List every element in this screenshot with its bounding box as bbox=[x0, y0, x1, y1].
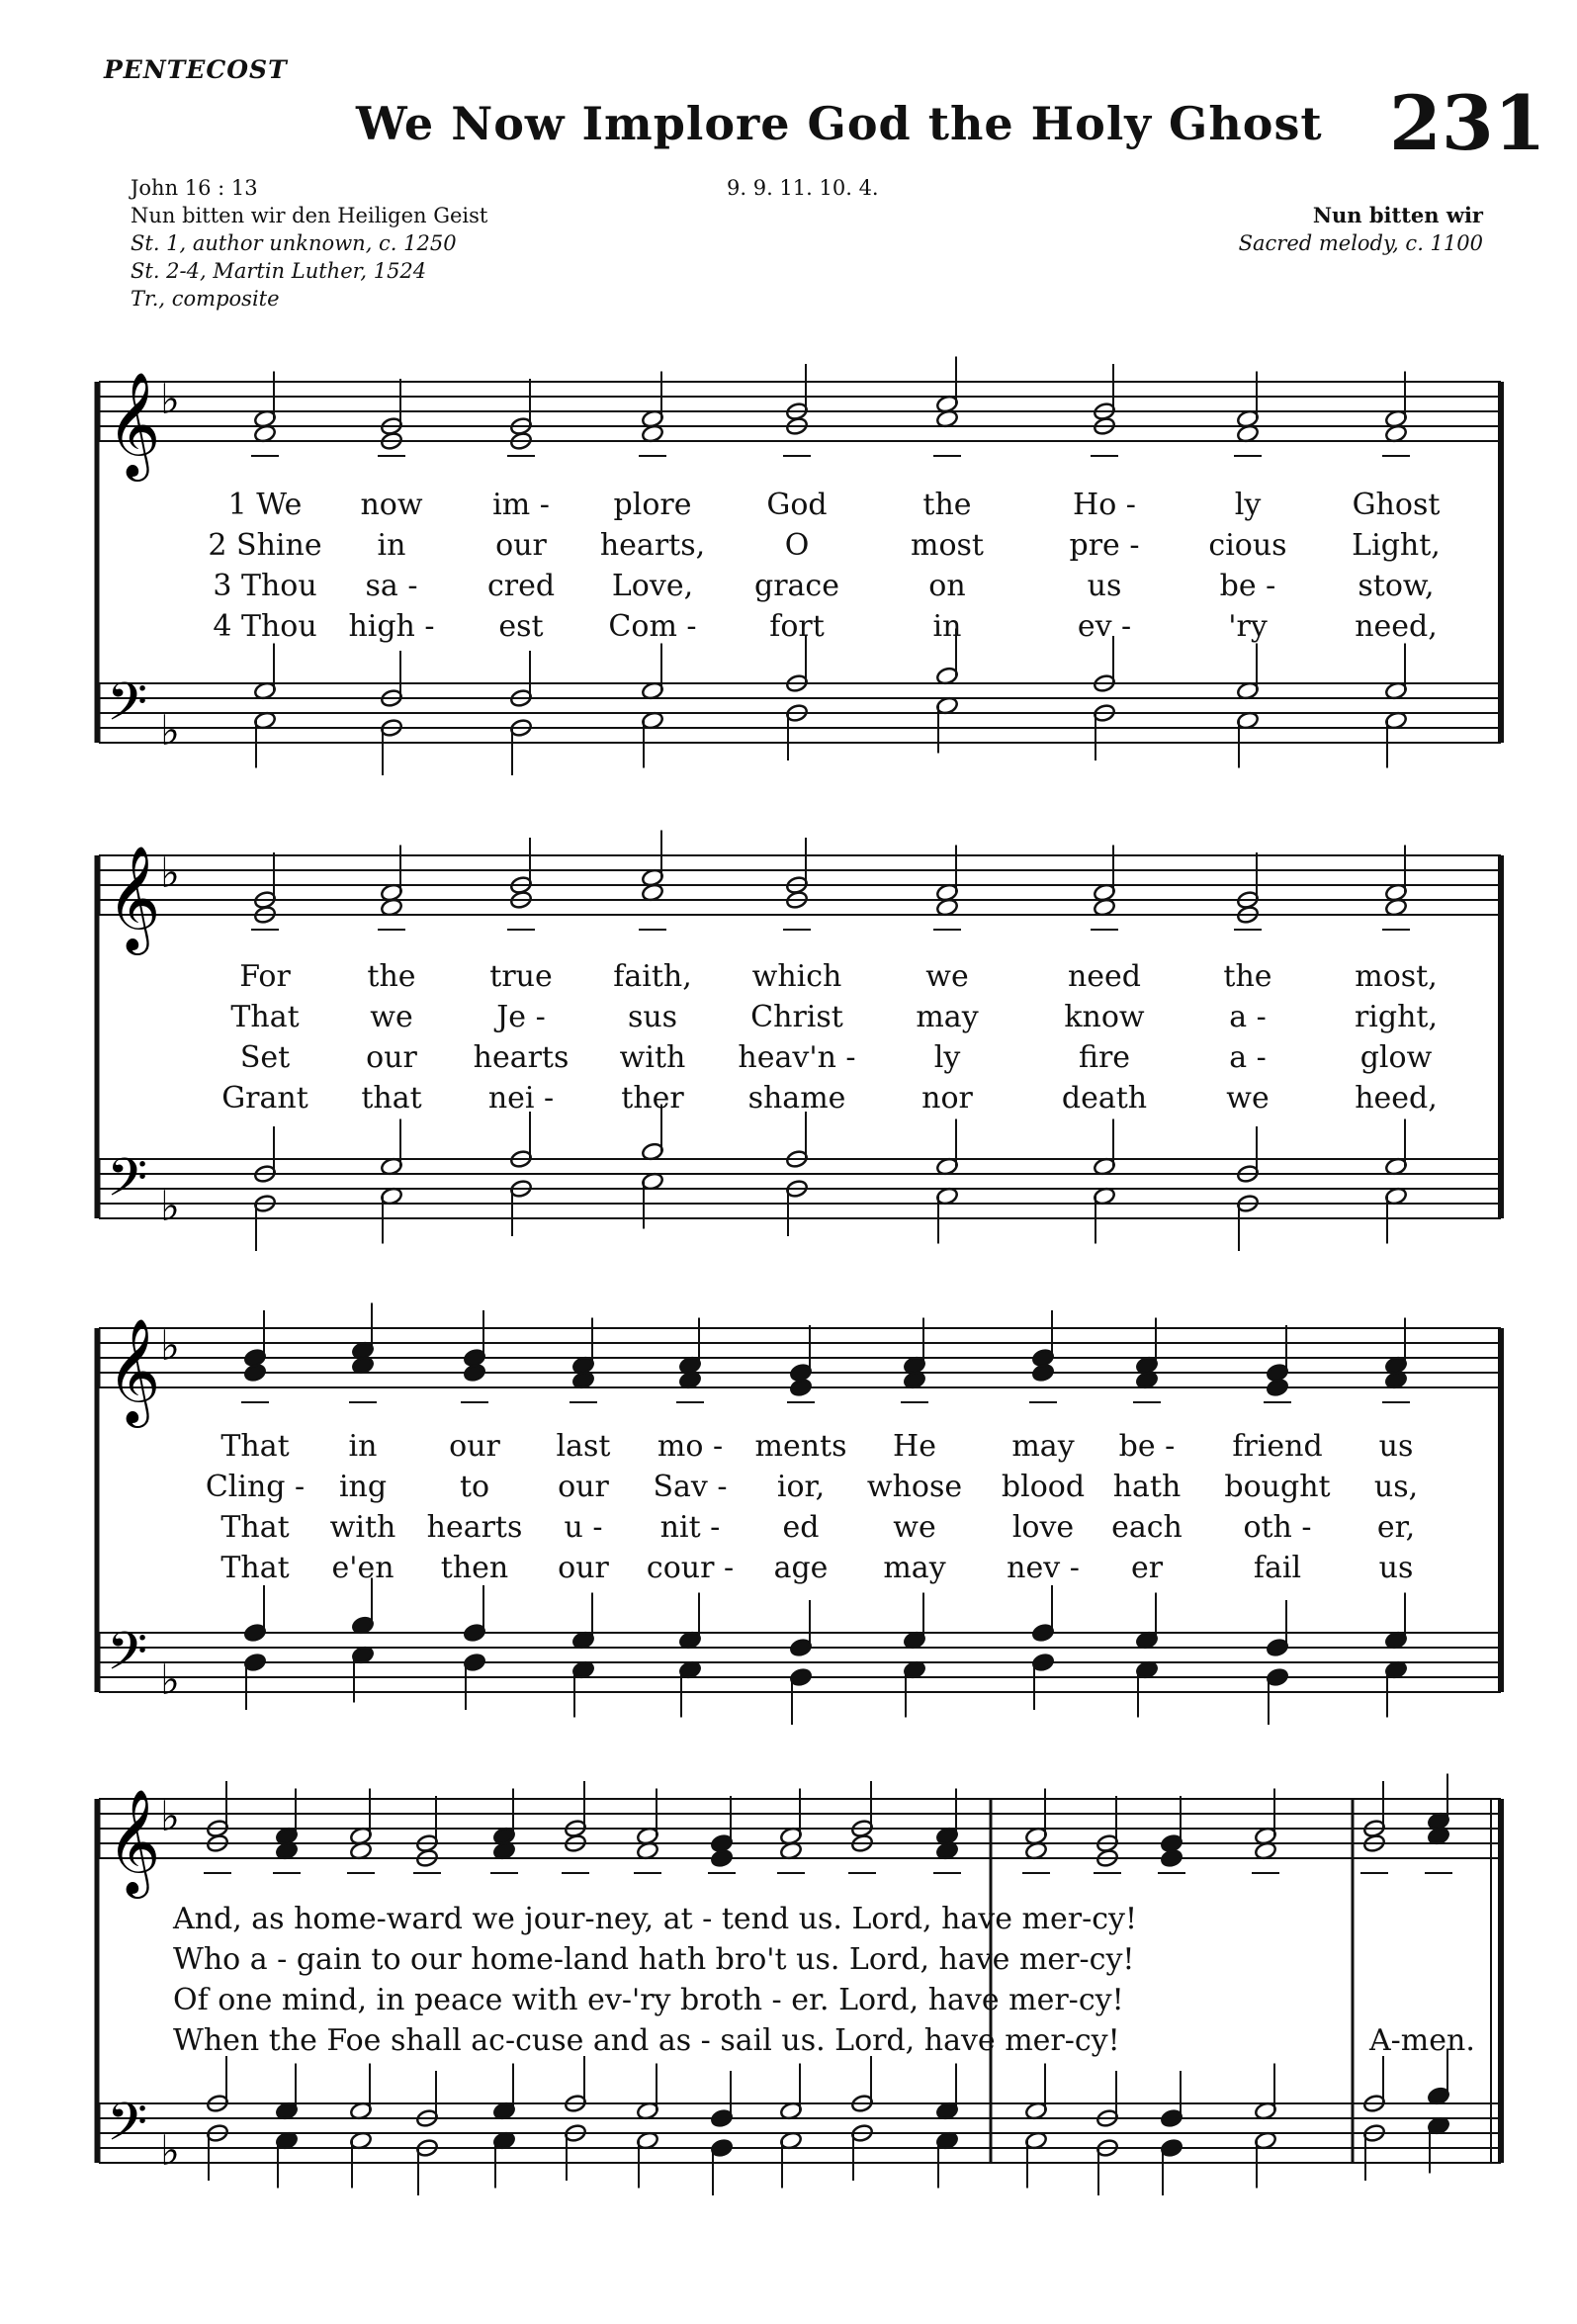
lyric-syllable: hearts bbox=[473, 1040, 569, 1075]
lyric-syllable: hath bbox=[1112, 1470, 1182, 1504]
lyric-line bbox=[0, 1510, 1577, 1548]
bass-clef-icon: 𝄢 bbox=[107, 672, 148, 746]
lyric-syllable: we bbox=[893, 1510, 936, 1545]
lyric-syllable: be - bbox=[1118, 1429, 1176, 1464]
treble-clef-icon: 𝄞 bbox=[107, 845, 161, 950]
lyric-syllable: Ghost bbox=[1352, 488, 1441, 522]
bass-clef-icon: 𝄢 bbox=[107, 1622, 148, 1695]
lyric-line bbox=[0, 1551, 1577, 1588]
lyric-line bbox=[0, 959, 1577, 997]
lyric-syllable: heed, bbox=[1355, 1081, 1438, 1116]
lyric-syllable: faith, bbox=[613, 959, 692, 994]
lyric-syllable: love bbox=[1011, 1510, 1075, 1545]
lyric-syllable: in bbox=[932, 609, 962, 644]
lyric-syllable: stow, bbox=[1358, 569, 1435, 603]
lyric-syllable: That bbox=[220, 1551, 290, 1585]
lyric-syllable: a - bbox=[1229, 1040, 1267, 1075]
lyric-syllable: the bbox=[1223, 959, 1272, 994]
flat-icon: ♭ bbox=[160, 375, 180, 423]
lyric-syllable: er bbox=[1130, 1551, 1164, 1585]
lyric-syllable: glow bbox=[1359, 1040, 1433, 1075]
lyric-syllable: Ho - bbox=[1073, 488, 1136, 522]
lyric-syllable: u - bbox=[564, 1510, 603, 1545]
lyric-line bbox=[0, 569, 1577, 606]
lyric-syllable: cious bbox=[1208, 528, 1287, 563]
lyric-syllable: a - bbox=[1229, 1000, 1267, 1034]
lyric-syllable: with bbox=[619, 1040, 686, 1075]
lyric-syllable: plore bbox=[613, 488, 692, 522]
lyric-syllable: last bbox=[556, 1429, 611, 1464]
lyric-syllable: we bbox=[1226, 1081, 1270, 1116]
lyric-syllable: oth - bbox=[1243, 1510, 1312, 1545]
note-head bbox=[1266, 1378, 1289, 1397]
flat-icon: ♭ bbox=[160, 1321, 180, 1370]
lyric-syllable: right, bbox=[1354, 1000, 1439, 1034]
lyric-syllable: Grant bbox=[221, 1081, 308, 1116]
lyric-syllable: be - bbox=[1219, 569, 1276, 603]
lyric-syllable: age bbox=[773, 1551, 829, 1585]
lyric-syllable: our bbox=[495, 528, 547, 563]
lyric-syllable: Set bbox=[239, 1040, 291, 1075]
composer-credit: Sacred melody, c. 1100 bbox=[1238, 231, 1483, 255]
lyric-line bbox=[0, 1040, 1577, 1078]
lyric-syllable: cred bbox=[486, 569, 556, 603]
lyric-syllable: He bbox=[893, 1429, 936, 1464]
lyric-line: When the Foe shall ac-cuse and as - sail us. Lord, have mer-cy! bbox=[173, 2023, 1120, 2058]
lyric-syllable: fire bbox=[1078, 1040, 1131, 1075]
lyric-syllable: the bbox=[367, 959, 416, 994]
lyric-line bbox=[0, 1000, 1577, 1037]
lyric-line bbox=[0, 488, 1577, 525]
lyric-syllable: That bbox=[220, 1429, 290, 1464]
lyric-syllable: ments bbox=[754, 1429, 847, 1464]
lyric-syllable: the bbox=[922, 488, 972, 522]
lyric-syllable: e'en bbox=[331, 1551, 394, 1585]
flat-icon: ♭ bbox=[160, 1182, 180, 1230]
lyric-syllable: 4 Thou bbox=[213, 609, 317, 644]
flat-icon: ♭ bbox=[160, 1792, 180, 1840]
lyric-syllable: now bbox=[360, 488, 423, 522]
lyric-syllable: need, bbox=[1355, 609, 1438, 644]
lyric-syllable: mo - bbox=[657, 1429, 724, 1464]
scripture-reference: John 16 : 13 bbox=[131, 176, 258, 200]
lyric-syllable: know bbox=[1064, 1000, 1145, 1034]
lyric-syllable: high - bbox=[348, 609, 435, 644]
lyric-syllable: 'ry bbox=[1228, 609, 1268, 644]
flat-icon: ♭ bbox=[160, 1655, 180, 1704]
lyric-syllable: heav'n - bbox=[738, 1040, 856, 1075]
lyric-syllable: in bbox=[348, 1429, 378, 1464]
lyric-syllable: our bbox=[558, 1470, 609, 1504]
lyric-syllable: hearts, bbox=[599, 528, 706, 563]
lyric-syllable: ev - bbox=[1077, 609, 1132, 644]
original-title: Nun bitten wir den Heiligen Geist bbox=[131, 204, 488, 227]
author-credit-1: St. 1, author unknown, c. 1250 bbox=[131, 231, 457, 255]
lyric-syllable: most bbox=[911, 528, 984, 563]
lyric-syllable: our bbox=[366, 1040, 417, 1075]
lyric-syllable: 2 Shine bbox=[208, 528, 322, 563]
lyric-syllable: shame bbox=[747, 1081, 846, 1116]
lyric-syllable: that bbox=[361, 1081, 422, 1116]
lyric-line: Of one mind, in peace with ev-'ry broth - er. Lord, have mer-cy! bbox=[173, 1983, 1124, 2017]
lyric-syllable: er, bbox=[1376, 1510, 1416, 1545]
lyric-syllable: to bbox=[459, 1470, 490, 1504]
treble-clef-icon: 𝄞 bbox=[107, 1788, 161, 1894]
lyric-syllable: us, bbox=[1373, 1470, 1419, 1504]
lyric-syllable: Cling - bbox=[205, 1470, 306, 1504]
lyric-syllable: cour - bbox=[646, 1551, 735, 1585]
lyric-syllable: true bbox=[489, 959, 553, 994]
lyric-syllable: us bbox=[1087, 569, 1122, 603]
flat-icon: ♭ bbox=[160, 706, 180, 755]
lyric-syllable: 3 Thou bbox=[213, 569, 317, 603]
lyric-syllable: nei - bbox=[487, 1081, 555, 1116]
lyric-syllable: in bbox=[377, 528, 406, 563]
lyric-syllable: blood bbox=[1001, 1470, 1086, 1504]
note-head bbox=[1031, 1363, 1055, 1383]
lyric-syllable: nor bbox=[921, 1081, 973, 1116]
lyric-syllable: That bbox=[220, 1510, 290, 1545]
note-head bbox=[243, 1363, 267, 1383]
lyric-syllable: hearts bbox=[426, 1510, 523, 1545]
lyric-syllable: Christ bbox=[750, 1000, 843, 1034]
amen-text: A-men. bbox=[1369, 2023, 1475, 2058]
lyric-syllable: im - bbox=[492, 488, 550, 522]
hymn-title: We Now Implore God the Holy Ghost bbox=[356, 97, 1323, 150]
bass-clef-icon: 𝄢 bbox=[107, 2093, 148, 2166]
lyric-syllable: pre - bbox=[1069, 528, 1140, 563]
author-credit-2: St. 2-4, Martin Luther, 1524 bbox=[131, 259, 427, 283]
note-head bbox=[1160, 1848, 1183, 1868]
flat-icon: ♭ bbox=[160, 2126, 180, 2175]
lyric-syllable: fail bbox=[1253, 1551, 1302, 1585]
translator-credit: Tr., composite bbox=[131, 287, 280, 311]
tune-name: Nun bitten wir bbox=[1312, 203, 1483, 227]
lyric-syllable: which bbox=[751, 959, 842, 994]
lyric-syllable: fort bbox=[769, 609, 825, 644]
lyric-syllable: Love, bbox=[611, 569, 694, 603]
lyric-syllable: friend bbox=[1232, 1429, 1323, 1464]
lyric-syllable: may bbox=[883, 1551, 946, 1585]
lyric-syllable: whose bbox=[866, 1470, 963, 1504]
hymn-number: 231 bbox=[1389, 79, 1546, 167]
lyric-syllable: ly bbox=[1234, 488, 1262, 522]
lyric-syllable: need bbox=[1067, 959, 1142, 994]
flat-icon: ♭ bbox=[160, 849, 180, 897]
lyric-line bbox=[0, 1429, 1577, 1467]
treble-clef-icon: 𝄞 bbox=[107, 371, 161, 477]
lyric-syllable: ly bbox=[933, 1040, 961, 1075]
lyric-syllable: most, bbox=[1355, 959, 1438, 994]
lyric-syllable: may bbox=[916, 1000, 979, 1034]
bass-clef-icon: 𝄢 bbox=[107, 1148, 148, 1221]
lyric-syllable: then bbox=[440, 1551, 509, 1585]
lyric-syllable: grace bbox=[754, 569, 839, 603]
note-head bbox=[710, 1848, 734, 1868]
lyric-syllable: 1 We bbox=[227, 488, 303, 522]
lyric-line bbox=[0, 609, 1577, 647]
lyric-syllable: est bbox=[498, 609, 544, 644]
note-head bbox=[789, 1378, 813, 1397]
meter: 9. 9. 11. 10. 4. bbox=[727, 176, 879, 200]
lyric-syllable: O bbox=[784, 528, 810, 563]
lyric-syllable: with bbox=[329, 1510, 396, 1545]
lyric-line: Who a - gain to our home-land hath bro't us. Lord, have mer-cy! bbox=[173, 1942, 1135, 1977]
lyric-line bbox=[0, 528, 1577, 566]
lyric-syllable: God bbox=[766, 488, 828, 522]
lyric-syllable: nev - bbox=[1007, 1551, 1080, 1585]
lyric-syllable: we bbox=[370, 1000, 413, 1034]
lyric-syllable: For bbox=[239, 959, 291, 994]
section-label: PENTECOST bbox=[104, 55, 288, 84]
lyric-syllable: Sav - bbox=[653, 1470, 728, 1504]
lyric-syllable: ther bbox=[621, 1081, 684, 1116]
lyric-syllable: each bbox=[1111, 1510, 1183, 1545]
lyric-syllable: ing bbox=[338, 1470, 388, 1504]
lyric-syllable: ed bbox=[782, 1510, 820, 1545]
lyric-syllable: Je - bbox=[496, 1000, 546, 1034]
lyric-syllable: our bbox=[449, 1429, 500, 1464]
lyric-syllable: bought bbox=[1224, 1470, 1331, 1504]
note-head bbox=[463, 1363, 486, 1383]
lyric-syllable: Com - bbox=[608, 609, 697, 644]
lyric-syllable: us bbox=[1378, 1551, 1414, 1585]
lyric-syllable: sus bbox=[627, 1000, 678, 1034]
lyric-syllable: we bbox=[925, 959, 969, 994]
lyric-syllable: us bbox=[1378, 1429, 1414, 1464]
lyric-syllable: death bbox=[1061, 1081, 1148, 1116]
lyric-syllable: nit - bbox=[659, 1510, 721, 1545]
lyric-line bbox=[0, 1470, 1577, 1507]
lyric-syllable: That bbox=[230, 1000, 300, 1034]
lyric-line bbox=[0, 1081, 1577, 1118]
lyric-syllable: sa - bbox=[365, 569, 418, 603]
lyric-syllable: Light, bbox=[1352, 528, 1441, 563]
lyric-syllable: may bbox=[1011, 1429, 1075, 1464]
lyric-line: And, as home-ward we jour-ney, at - tend us. Lord, have mer-cy! bbox=[173, 1902, 1138, 1936]
lyric-syllable: ior, bbox=[776, 1470, 826, 1504]
lyric-syllable: on bbox=[928, 569, 966, 603]
treble-clef-icon: 𝄞 bbox=[107, 1317, 161, 1423]
lyric-syllable: our bbox=[558, 1551, 609, 1585]
